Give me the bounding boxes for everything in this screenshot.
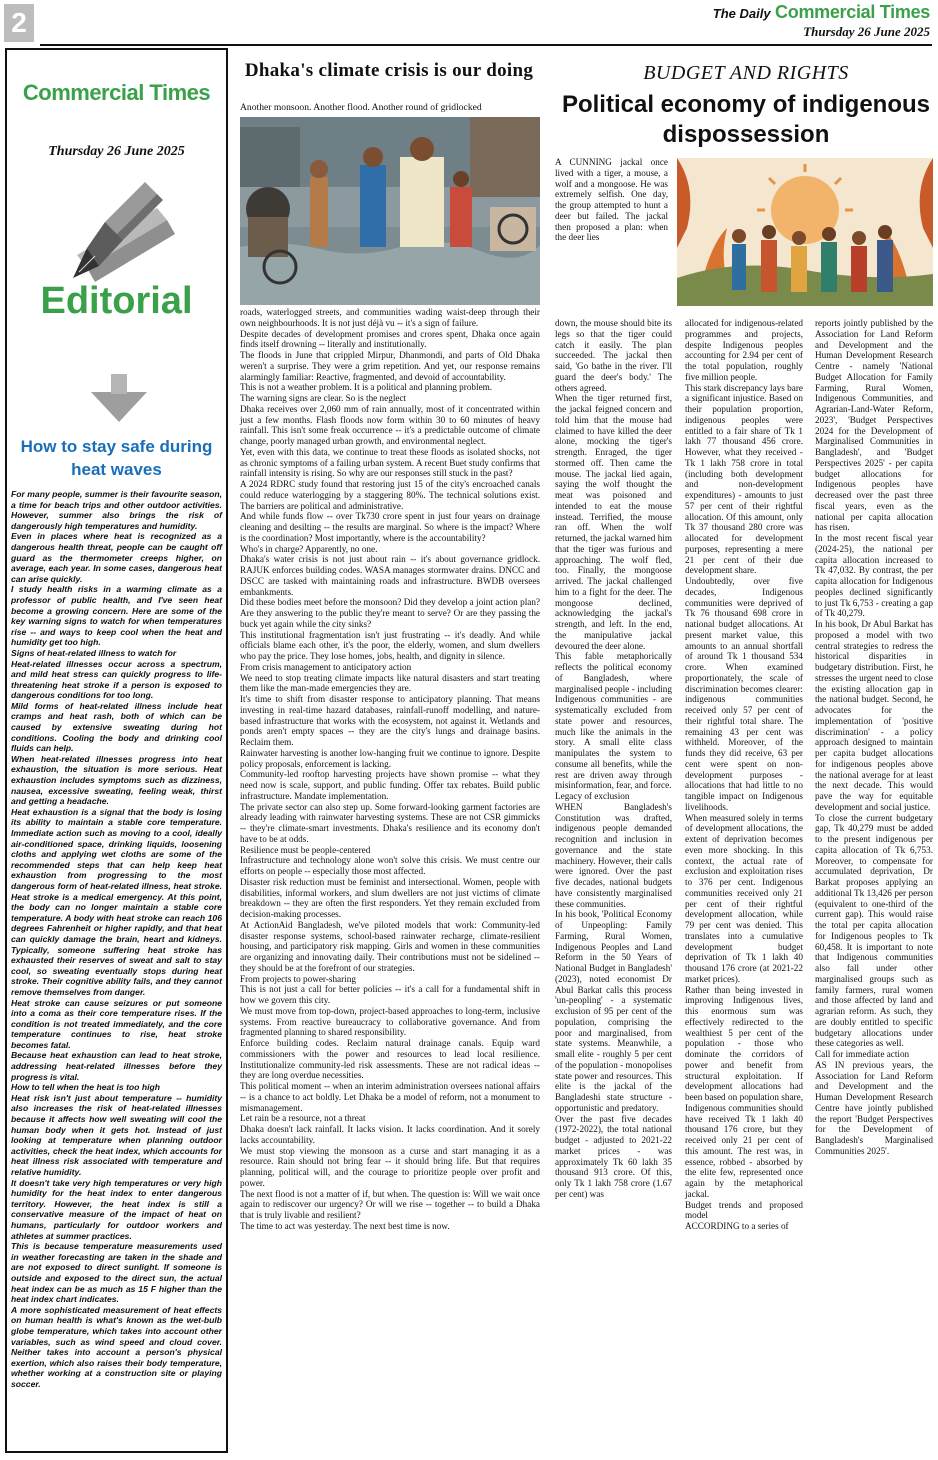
editorial-headline: How to stay safe during heat waves (20, 437, 213, 479)
climate-paragraph: This is not just a call for better policies -- it's a call for a fundamental shift in how we govern this city. (240, 984, 540, 1005)
climate-paragraph: A 2024 RDRC study found that restoring just 15 of the city's encroached canals could reduce waterlogging by a staggering 80%. The technical solutions exist. The barriers are political and administrative. (240, 479, 540, 511)
climate-subhead: The warning signs are clear. So is the neglect (240, 393, 407, 403)
editorial-paragraph: Heat exhaustion is a signal that the body is losing its ability to maintain a stable core temperature. Immediate action such as moving to a cool, ideally air-conditioned space, drinking liquids, loosening cloths and applying wet cloths are some of the recommended steps that can help keep heat exhaustion from progressing to the most dangerous form of heat-related illness, heat stroke. Heat stroke is a medical emergency. At this point, the body can no longer maintain a stable core temperature. A body with heat stroke can reach 106 degrees Fahrenheit or higher rapidly, and that heat can quickly damage the brain, heart and kidneys. Typically, someone suffering heat stroke has exhausted their reserves of sweat and salt to stay cool, so sweating eventually stops during heat stroke. Their cognitive ability fails, and they cannot remove themselves from danger. (11, 806, 222, 997)
budget-column-1 (555, 318, 672, 1200)
budget-paragraph: This stark discrepancy lays bare a significant injustice. Based on their population proportion, indigenous peoples were entitled to a fair share of Tk 1 lakh 77 thousand 456 crore. However, what they received - Tk 1 lakh 758 crore in total (including both development and non-development expenditures) - amounts to just 57 per cent of their rightful allocation. Of this amount, only Tk 37 thousand 280 crore was allocated for development purposes, representing a mere 21 per cent of their due development share. (685, 382, 803, 576)
editorial-paragraph: For many people, summer is their favourite season, a time for beach trips and other outdoor activities. However, summer also brings the risk of dangerously high temperatures and humidity. (11, 489, 222, 531)
budget-paragraph: In his book, 'Political Economy of Unpeopling: Family Farming, Rural Women, Indigenous Peoples and Land Reform in the 50 Years of National Budget in Bangladesh' (2023), noted economist Dr Abul Barkat calls this process 'un-peopling' - a systematic exclusion of 95 per cent of the population, comprising the poor and marginalised, from state systems. Meanwhile, a small elite - roughly 5 per cent of the population - monopolises state power and resources. This elite is the jackal of the Bangladeshi state structure - opportunistic and predatory. (555, 909, 672, 1113)
budget-paragraph: down, the mouse should bite its legs so that the tiger could catch it easily. The plan succeeded. The jackal then said, 'Go bathe in the river. I'll guard the deer's body.' The others agreed. (555, 318, 672, 393)
editorial-section-title: Editorial (40, 280, 193, 322)
climate-subhead: Let rain be a resource, not a threat (240, 1113, 366, 1124)
editorial-subhead: Signs of heat-related illness to watch for (11, 647, 177, 658)
editorial-subhead: How to tell when the heat is too high (11, 1082, 160, 1093)
budget-subhead: Legacy of exclusion (555, 791, 630, 801)
climate-paragraph: We need to stop treating climate impacts like natural disasters and start treating them like the man-made emergencies they are. (240, 672, 540, 694)
budget-column-intro (555, 157, 668, 243)
editorial-paragraph: I study health risks in a warming climate as a professor of public health, and I've seen heat become a growing concern. Here are some of the key warning signs to watch for when temperatures rise -- and ways to keep cool when the heat and humidity get too high. (11, 584, 222, 648)
climate-paragraph: This is not a weather problem. It is a political and planning problem. (240, 382, 493, 393)
flood-photo (240, 117, 540, 305)
editorial-paragraph: Mild forms of heat-related illness include heat cramps and heat rash, both of which can be caused by extensive sweating during hot conditions. Cooling the body and drinking cool fluids can help. (11, 700, 222, 754)
budget-subhead: Budget trends and proposed model (685, 1199, 803, 1221)
climate-paragraph: Yet, even with this data, we continue to treat these floods as isolated shocks, not as chronic symptoms of a failing urban system. A recent Buet study confirms that rainfall intensity is rising. So why are our responses still stuck in the past? (240, 446, 540, 479)
editorial-brand: Commercial Times (22, 80, 211, 105)
climate-paragraph: The next flood is not a matter of if, but when. The question is: Will we wait once again to rediscover our urgency? Or will we rise -- together -- to build a Dhaka that is truly livable and resilient? (240, 1188, 540, 1220)
climate-paragraph: roads, waterlogged streets, and communities wading waist-deep through their own neighbourhoods. It is not just déjà vu -- it's a sign of failure. (240, 307, 540, 328)
budget-paragraph: To close the current budgetary gap, Tk 40,279 must be added to the present indigenous per capita allocation of Tk 6,753. Moreover, to compensate for accumulated deprivation, Dr Barkat proposes applying an additional Tk 13,426 per person (equivalent to one-third of the current gap). This would raise the total per capita allocation for Indigenous peoples to Tk 60,458. It is important to note that Indigenous communities also fall under other marginalised groups such as family farmers, rural women and those affected by land and agrarian reform. As such, they are doubly entitled to specific budgetary allocations under these categories as well. (815, 812, 933, 1049)
editorial-paragraph: Heat risk isn't just about temperature -- humidity also increases the risk of heat-related illnesses because it affects how well sweating will cool the human body when it gets hot. Instead of just looking at temperature when planning outdoor activities, check the heat index, which accounts for heat illness risk associated with temperature and relative humidity. (11, 1092, 222, 1177)
climate-paragraph: Infrastructure and technology alone won't solve this crisis. We must centre our efforts on people -- especially those most affected. (240, 855, 540, 876)
budget-paragraph: In his book, Dr Abul Barkat has proposed a model with two central strategies to redress the historical disparities in budgetary distribution. First, he stresses the urgent need to close the existing allocation gap in the national budget. Second, he advocates for the implementation of 'positive discrimination' - a policy approach designed to maintain per capita budget allocations for indigenous peoples above the national average for at least the next decade. This would pave the way for equitable development and social justice. (815, 619, 933, 812)
masthead-date: Thursday 26 June 2025 (803, 24, 930, 39)
editorial-body (7, 489, 226, 1389)
budget-kicker: BUDGET AND RIGHTS (643, 62, 849, 84)
climate-subhead: Resilience must be people-centered (240, 844, 371, 855)
climate-article-body (240, 307, 540, 1232)
flood-photo-image (240, 117, 540, 305)
budget-column-2 (685, 318, 803, 1232)
climate-article-title: Dhaka's climate crisis is our doing (244, 60, 534, 81)
budget-paragraph: allocated for indigenous-related programmes and projects, despite Indigenous peoples accounting for 2.94 per cent of the total population, roughly five million people. (685, 318, 803, 382)
masthead-prefix: The Daily (712, 6, 771, 21)
climate-paragraph: It's time to shift from disaster response to anticipatory planning. That means investing in real-time hazard databases, rainfall-runoff modelling, and nature-based infrastructure that works with the ecosystem, not against it. Wetlands and ponds aren't empty spaces -- they are the city's lungs and drainage basins. Reclaim them. (240, 694, 540, 747)
climate-subhead: From crisis management to anticipatory action (240, 661, 412, 672)
climate-paragraph: Enforce building codes. Reclaim natural drainage canals. Equip ward commissioners with the power and resources to lead local resilience. Institutionalize community-led risk assessments. These are not radical ideas -- they are long overdue necessities. (240, 1038, 540, 1081)
masthead-rule (40, 44, 932, 46)
editorial-paragraph: A more sophisticated measurement of heat effects on human health is what's known as the wet-bulb globe temperature, which takes into account other variables, such as wind speed and cloud cover. Neither takes into account a person's physical exertion, which also raises their body temperature, whether working at a construction site or playing soccer. (11, 1304, 222, 1389)
climate-paragraph: And while funds flow -- over Tk730 crore spent in just four years on drainage cleaning and desilting -- the results are marginal. So where is the impact? Where is the coordination? Most importantly, where is the accountability? (240, 511, 540, 543)
editorial-panel (5, 48, 228, 1453)
climate-paragraph: Dhaka's water crisis is not just about rain -- it's about governance gridlock. RAJUK enforces building codes. WASA manages stormwater drains. DNCC and DSCC are tasked with maintaining roads and infrastructure. BWDB oversees embankments. (240, 554, 540, 597)
budget-paragraph: ACCORDING to a series of (685, 1221, 789, 1231)
budget-paragraph: When measured solely in terms of development allocations, the extent of deprivation becomes even more shocking. In this context, the actual rate of exclusion and exploitation rises to 376 per cent. Indigenous communities received only 21 per cent of their rightful development allocation, while 79 per cent was denied. This translates into a cumulative development budget deprivation of Tk 1 lakh 40 thousand 176 crore (at 2021-22 market prices). (685, 812, 803, 984)
climate-subhead: From projects to power-sharing (240, 973, 356, 984)
climate-paragraph: Despite decades of development promises and crores spent, Dhaka once again finds itself drowning -- literally and institutionally. (240, 328, 540, 350)
masthead-title: Commercial Times (775, 2, 930, 22)
climate-paragraph: Rainwater harvesting is another low-hanging fruit we continue to ignore. Despite policy proposals, enforcement is lacking. (240, 747, 540, 769)
masthead-brand (713, 2, 930, 23)
climate-paragraph: This institutional fragmentation isn't just frustrating -- it's deadly. And while officials blame each other, it's the poor, the elderly, women, and slum dwellers who pay the price. They lose homes, jobs, health, and dignity in silence. (240, 629, 540, 661)
climate-paragraph: The floods in June that crippled Mirpur, Dhanmondi, and parts of Old Dhaka weren't a surprise. They were a grim repetition. And yet, our response remains alarmingly familiar: Reactive, fragmented, and devoid of accountability. (240, 350, 540, 382)
budget-paragraph: In the most recent fiscal year (2024-25), the national per capita allocation increased to Tk 47,032. By contrast, the per capita allocation for Indigenous peoples declined significantly to just Tk 6,753 - creating a gap of Tk 40,279. (815, 533, 933, 619)
budget-paragraph: A CUNNING jackal once lived with a tiger, a mouse, a wolf and a mongoose. He was extremely selfish. One day, the group attempted to hunt a deer but failed. The jackal then proposed a plan: when the deer lies (555, 157, 668, 243)
budget-paragraph: reports jointly published by the Association for Land Reform and Development and the Human Development Research Centre - namely 'National Budget Allocation for Family Farming, Rural Women, Indigenous Communities, and Agrarian-Land-Water Reform, 2023', 'Budget Perspectives 2024 for the Development of Marginalised Communities in Bangladesh', and 'Budget Perspectives 2025' - per capita budget allocations for Indigenous peoples have decreased over the past three fiscal years, even as the national per capita allocation has risen. (815, 318, 933, 533)
budget-paragraph: When the tiger returned first, the jackal feigned concern and told him that the mouse had claimed to have killed the deer alone, mocking the tiger's strength. Enraged, the tiger stormed off. Then came the mouse. The jackal lied again, saying the wolf thought the meat was poisoned and intended to eat the mouse instead. Terrified, the mouse ran off. When the wolf returned, the jackal warned him that the tiger was furious and approaching. The wolf fled, too. Finally, the mongoose arrived. The jackal challenged him to a fight for the deer. The mongoose declined, acknowledging the jackal's strength, and left. In the end, the manipulative jackal devoured the deer alone. (555, 393, 672, 651)
page-number: 2 (4, 4, 34, 42)
budget-column-3 (815, 318, 933, 1157)
illustration-image (677, 158, 933, 306)
climate-paragraph: We must stop viewing the monsoon as a curse and start managing it as a resource. Rain should not bring fear -- it should bring life. But that requires planning, political will, and the courage to prioritize people over profit and power. (240, 1145, 540, 1188)
climate-subhead: Who's in charge? Apparently, no one. (240, 543, 378, 554)
climate-article-lede: Another monsoon. Another flood. Another round of gridlocked (240, 102, 482, 113)
editorial-artwork (7, 160, 226, 425)
climate-paragraph: Dhaka doesn't lack rainfall. It lacks vision. It lacks coordination. And it sorely lacks accountability. (240, 1124, 540, 1145)
climate-paragraph: This political moment -- when an interim administration oversees national affairs -- is a chance to act boldly. Let Dhaka be a model of reform, not a monument to mismanagement. (240, 1081, 540, 1113)
editorial-paragraph: Because heat exhaustion can lead to heat stroke, addressing heat-related illnesses before they progress is vital. (11, 1050, 222, 1082)
budget-paragraph: WHEN Bangladesh's Constitution was drafted, indigenous people demanded recognition and inclusion in governance and the state machinery. However, their calls were ignored. Over the past five decades, national budgets have consistently marginalised these communities. (555, 801, 672, 909)
masthead (713, 2, 930, 40)
editorial-paragraph: Heat stroke can cause seizures or put someone into a coma as their core temperature rises. If the condition is not treated immediately, and the core temperature continues to rise, heat stroke becomes fatal. (11, 997, 222, 1050)
climate-paragraph: Disaster risk reduction must be feminist and intersectional. Women, people with disabilities, informal workers, and slum dwellers are not just victims of climate breakdown -- they are often the first responders. Yet they remain excluded from decision-making processes. (240, 876, 540, 919)
climate-paragraph: Dhaka receives over 2,060 mm of rain annually, most of it concentrated within just a few months. Flash floods now form within 30 to 60 minutes of heavy rainfall. This isn't some freak occurrence -- it's a predictable outcome of climate change, poorly managed urban growth, and environmental neglect. (240, 403, 540, 446)
editorial-paragraph: Heat-related illnesses occur across a spectrum, and mild heat stress can quickly progress to life-threatening heat stroke if a person is exposed to dangerous conditions for too long. (11, 658, 222, 701)
editorial-paragraph: When heat-related illnesses progress into heat exhaustion, the situation is more serious. Heat exhaustion includes symptoms such as dizziness, nausea, excessive sweating, feeling weak, thirst and getting a headache. (11, 753, 222, 807)
climate-paragraph: We must move from top-down, project-based approaches to long-term, inclusive systems. From reactive bureaucracy to collaborative governance. And from fragmented planning to shared responsibility. (240, 1005, 540, 1038)
climate-paragraph: At ActionAid Bangladesh, we've piloted models that work: Community-led disaster response systems, school-based rainwater recharge, climate-resilient housing, and participatory risk mapping. Girls and women in these communities are organizing and innovating daily. Their contributions must not be sidelined -- they should be at the forefront of our strategies. (240, 919, 540, 973)
editorial-date: Thursday 26 June 2025 (48, 144, 185, 159)
climate-paragraph: Did these bodies meet before the monsoon? Did they develop a joint action plan? Are they answering to the public they're meant to serve? Or are they passing the buck yet again while the city sinks? (240, 597, 540, 629)
budget-paragraph: Undoubtedly, over five decades, Indigenous communities were deprived of Tk 76 thousand 698 crore in national budget allocations. At present market value, this amounts to an annual shortfall of around Tk 1 thousand 534 crore. When examined proportionately, the scale of discrimination becomes clearer: indigenous communities received only 57 per cent of their rightful total share. The remaining 43 per cent was withheld. Moreover, of the funds they did receive, 63 per cent were spent on non-development purposes - allocations that had little to no tangible impact on Indigenous livelihoods. (685, 576, 803, 812)
budget-headline: Political economy of indigenous dispossession (561, 91, 931, 148)
indigenous-people-illustration (677, 158, 933, 306)
editorial-paragraph: It doesn't take very high temperatures or very high humidity for the heat index to enter dangerous territory. However, the heat index is still a conservative measure of the impact of heat on humans, particularly for outdoor workers and athletes at summer practices. (11, 1177, 222, 1241)
budget-paragraph: This fable metaphorically reflects the political economy of Bangladesh, where marginalised people - including Indigenous communities - are systematically excluded from state power and resources, much like the animals in the story. A small elite class manipulates the system to consume all benefits, while the rest are driven away through misinformation, fear, and force. (555, 651, 672, 791)
budget-paragraph: Over the past five decades (1972-2022), the total national budget - adjusted to 2021-22 market prices - was approximately Tk 60 lakh 35 thousand 913 crore. Of this, only Tk 1 lakh 758 crore (1.67 per cent) was (555, 1113, 672, 1199)
budget-subhead: Call for immediate action (815, 1049, 910, 1059)
climate-paragraph: The private sector can also step up. Some forward-looking garment factories are already leading with rainwater harvesting systems. These are not CSR gimmicks -- they're climate-smart investments. Dhaka's resilience and its economy don't have to be at odds. (240, 801, 540, 844)
editorial-paragraph: Even in places where heat is recognized as a dangerous health threat, people can be caught off guard as the thermometer creeps higher, on average, each year. In some cases, dangerous heat can arise quickly. (11, 531, 222, 584)
climate-paragraph: Community-led rooftop harvesting projects have shown promise -- what they need now is scale, support, and public funding. Offer tax rebates. Build public infrastructure. Mandate implementation. (240, 769, 540, 801)
budget-paragraph: AS IN previous years, the Association for Land Reform and Development and the Human Development Research Centre have jointly published the report 'Budget Perspectives for the Development of Bangladesh's Marginalised Communities 2025'. (815, 1059, 933, 1156)
climate-paragraph: The time to act was yesterday. The next best time is now. (240, 1220, 450, 1231)
budget-paragraph: Rather than being invested in improving Indigenous lives, this enormous sum was effectively redirected to the wealthiest 5 per cent of the population - those who dominate the corridors of power and benefit from structural exploitation. If development allocations had been based on population share, Indigenous communities should have received Tk 1 lakh 40 thousand 176 crore, but they received only 21 per cent of this amount. The rest was, in essence, robbed - absorbed by the elite few, represented once again by the metaphorical jackal. (685, 984, 803, 1199)
editorial-paragraph: This is because temperature measurements used in weather forecasting are taken in the shade and are not exposed to direct sunlight. If someone is outside and exposed to the direct sun, the actual heat index can be as much as 15 F higher than the heat index chart indicates. (11, 1241, 222, 1305)
